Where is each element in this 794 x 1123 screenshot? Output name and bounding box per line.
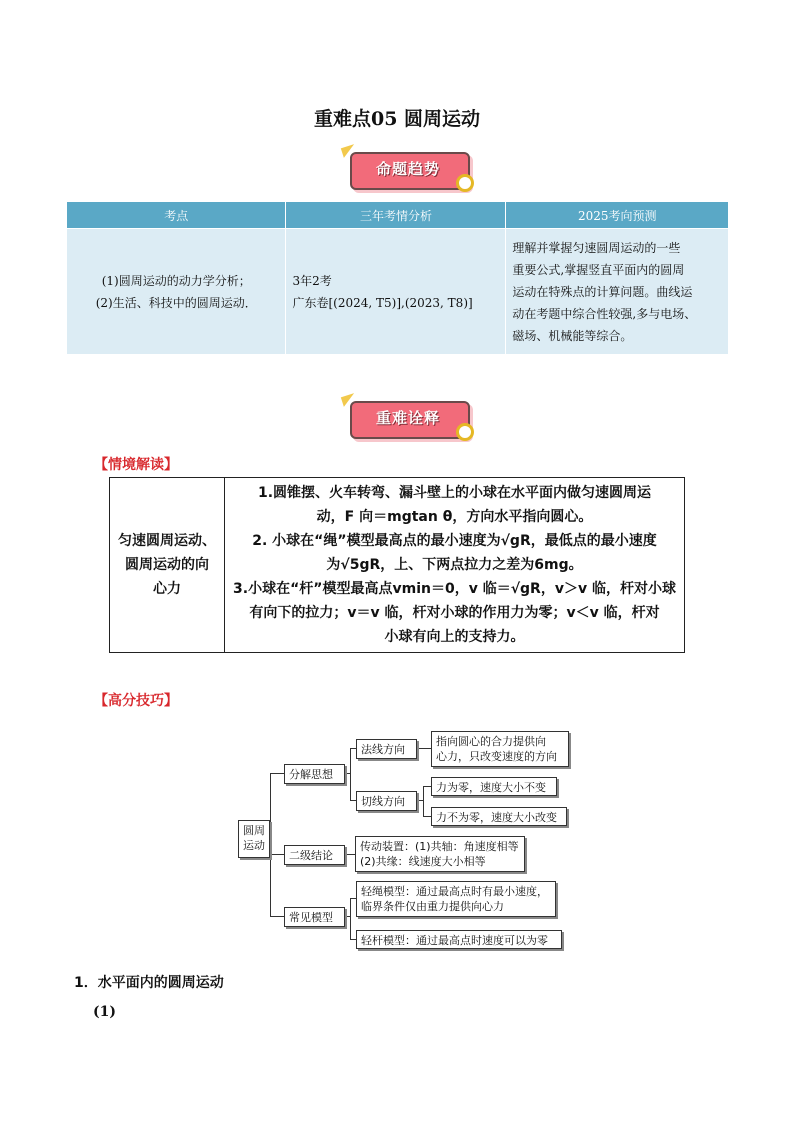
section-skill-label: 【高分技巧】 xyxy=(94,693,178,709)
topic-cell: (1)圆周运动的动力学分析； (2)生活、科技中的圆周运动． xyxy=(67,229,286,355)
context-table xyxy=(109,477,685,653)
context-right-cell: 1.圆锥摆、火车转弯、漏斗壁上的小球在水平面内做匀速圆周运 动，F 向＝mgtan θ，方向水平指向圆心。 2. 小球在“绳”模型最高点的最小速度为√gR，最低点的最小速度 为√5gR，上、下两点拉力之差为6mg。 3.小球在“杆”模型最高点vmin＝0，v 临＝√gR，v＞v 临，杆对小球 有向下的拉力；v＝v 临，杆对小球的作用力为零；v＜v 临，杆对 小球有向上的支持力。 xyxy=(225,478,685,653)
header-topic: 考点 xyxy=(67,202,286,229)
mindmap-normal: 法线方向 xyxy=(356,739,417,759)
mindmap-normal-desc: 指向圆心的合力提供向 心力，只改变速度的方向 xyxy=(431,731,569,767)
mindmap-tangent: 切线方向 xyxy=(356,791,417,811)
mindmap-tangent-nonzero: 力不为零，速度大小改变 xyxy=(431,807,567,826)
trend-table xyxy=(66,201,729,355)
section-context-label: 【情境解读】 xyxy=(94,457,178,473)
item-1: (1) xyxy=(93,1004,116,1020)
mindmap-rope-model: 轻绳模型：通过最高点时有最小速度， 临界条件仅由重力提供向心力 xyxy=(356,881,556,917)
forecast-cell: 理解并掌握匀速圆周运动的一些 重要公式,掌握竖直平面内的圆周 运动在特殊点的计算问题。曲线运 动在考题中综合性较强,多与电场、 磁场、机械能等综合。 xyxy=(506,229,729,355)
header-forecast: 2025考向预测 xyxy=(506,202,729,229)
mindmap-rod-model: 轻杆模型：通过最高点时速度可以为零 xyxy=(356,930,562,949)
analysis-cell: 3年2考 广东卷[(2024, T5)],(2023, T8)] xyxy=(286,229,506,355)
mindmap-decompose: 分解思想 xyxy=(284,764,345,784)
trend-banner: 命题趋势 xyxy=(346,146,470,188)
context-left-cell: 匀速圆周运动、 圆周运动的向 心力 xyxy=(110,478,225,653)
page-title: 重难点05 圆周运动 xyxy=(313,108,481,130)
header-analysis: 三年考情分析 xyxy=(286,202,506,229)
heading-horizontal-circular: 1．水平面内的圆周运动 xyxy=(74,975,224,991)
mindmap-secondary: 二级结论 xyxy=(284,845,345,865)
mindmap-secondary-desc: 传动装置：(1)共轴：角速度相等 (2)共缘：线速度大小相等 xyxy=(355,836,525,872)
mindmap-root: 圆周 运动 xyxy=(238,820,270,858)
mindmap-tangent-zero: 力为零，速度大小不变 xyxy=(431,777,557,796)
mindmap-models: 常见模型 xyxy=(284,907,345,927)
explain-banner: 重难诠释 xyxy=(346,395,470,437)
